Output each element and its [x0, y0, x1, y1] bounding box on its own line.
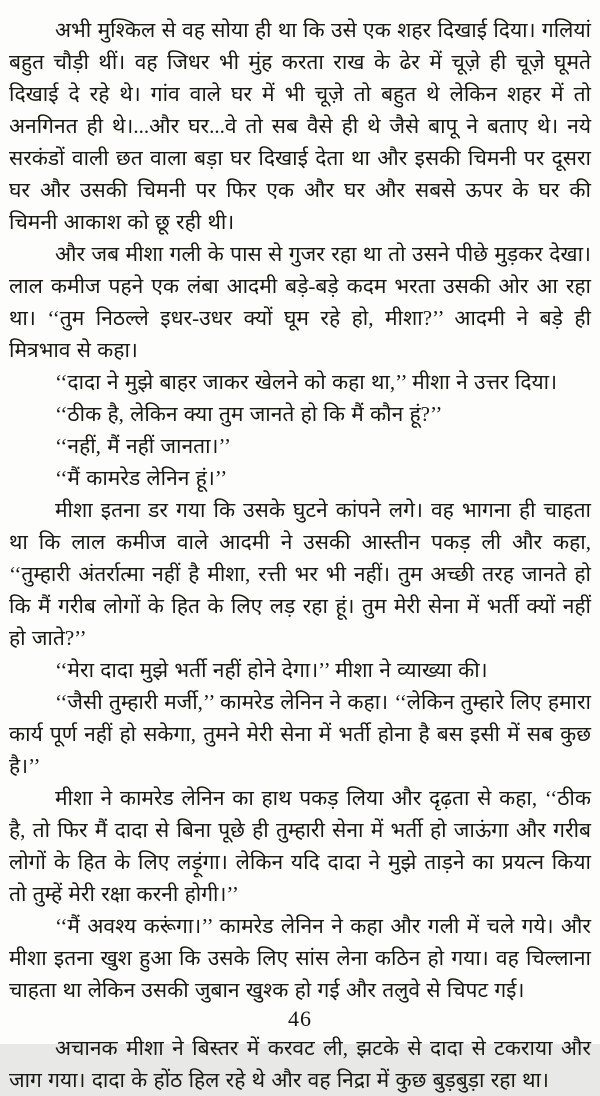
paragraph: मीशा इतना डर गया कि उसके घुटने कांपने लगे। वह भागना ही चाहता था कि लाल कमीज वाले आदमी ने उसकी आस्तीन पकड़ ली और कहा, ‘‘तुम्हारी अंतर्रात्मा नहीं है मीशा, रत्ती भर भी नहीं। तुम अच्छी तरह जानते हो कि मैं गरीब लोगों के हित के लिए लड़ रहा हूं। तुम मेरी सेना में भर्ती क्यों नहीं हो जाते?’’	[9, 498, 591, 650]
paragraph: ‘‘मैं कामरेड लेनिन हूं।’’	[55, 466, 228, 490]
paragraph: ‘‘दादा ने मुझे बाहर जाकर खेलने को कहा था,’’ मीशा ने उत्तर दिया।	[55, 370, 558, 394]
paragraph: मीशा ने कामरेड लेनिन का हाथ पकड़ लिया और दृढ़ता से कहा, ‘‘ठीक है, तो फिर मैं दादा से बिना पूछे ही तुम्हारी सेना में भर्ती हो जाऊंगा और गरीब लोगों के हित के लिए लड़ूंगा। लेकिन यदि दादा ने मुझे ताड़ने का प्रयत्न किया तो तुम्हें मेरी रक्षा करनी होगी।’’	[9, 786, 591, 906]
paragraph: अभी मुश्किल से वह सोया ही था कि उसे एक शहर दिखाई दिया। गलियां बहुत चौड़ी थीं। वह जिधर भी मुंह करता राख के ढेर में चूज़े ही चूज़े घूमते दिखाई दे रहे थे। गांव वाले घर में भी चूज़े तो बहुत थे लेकिन शहर में तो अनगिनत ही थे।...और घर...वे तो सब वैसे ही थे जैसे बापू ने बताए थे। नये सरकंडों वाली छत वाला बड़ा घर दिखाई देता था और इसकी चिमनी पर दूसरा घर और उसकी चिमनी पर फिर एक और घर और सबसे ऊपर के घर की चिमनी आकाश को छू रही थी।	[9, 18, 591, 234]
paragraph: ‘‘ठीक है, लेकिन क्या तुम जानते हो कि मैं कौन हूं?’’	[55, 402, 443, 426]
paragraph: अचानक मीशा ने बिस्तर में करवट ली, झटके से दादा से टकराया और जाग गया। दादा के होंठ हिल रहे थे और वह निद्रा में कुछ बुड़बुड़ा रहा था।	[9, 1036, 591, 1092]
paragraph: ‘‘मेरा दादा मुझे भर्ती नहीं होने देगा।’’ मीशा ने व्याख्या की।	[55, 658, 488, 682]
paragraph: ‘‘नहीं, मैं नहीं जानता।’’	[55, 434, 231, 458]
text-block	[9, 14, 591, 1096]
page-number: 46	[288, 1006, 312, 1031]
paragraph: ‘‘जैसी तुम्हारी मर्जी,’’ कामरेड लेनिन ने कहा। ‘‘लेकिन तुम्हारे लिए हमारा कार्य पूर्ण नहीं हो सकेगा, तुमने मेरी सेना में भर्ती होना है बस इसी में सब कुछ है।’’	[9, 690, 591, 778]
paragraph: और जब मीशा गली के पास से गुजर रहा था तो उसने पीछे मुड़कर देखा। लाल कमीज पहने एक लंबा आदमी बड़े-बड़े कदम भरता उसकी ओर आ रहा था। ‘‘तुम निठल्ले इधर-उधर क्यों घूम रहे हो, मीशा?’’ आदमी ने बड़े ही मित्रभाव से कहा।	[9, 242, 591, 362]
paragraph: ‘‘मैं अवश्य करूंगा।’’ कामरेड लेनिन ने कहा और गली में चले गये। और मीशा इतना खुश हुआ कि उसके लिए सांस लेना कठिन हो गया। वह चिल्लाना चाहता था लेकिन उसकी जुबान खुश्क हो गई और तलुवे से चिपट गई।	[9, 914, 591, 1002]
